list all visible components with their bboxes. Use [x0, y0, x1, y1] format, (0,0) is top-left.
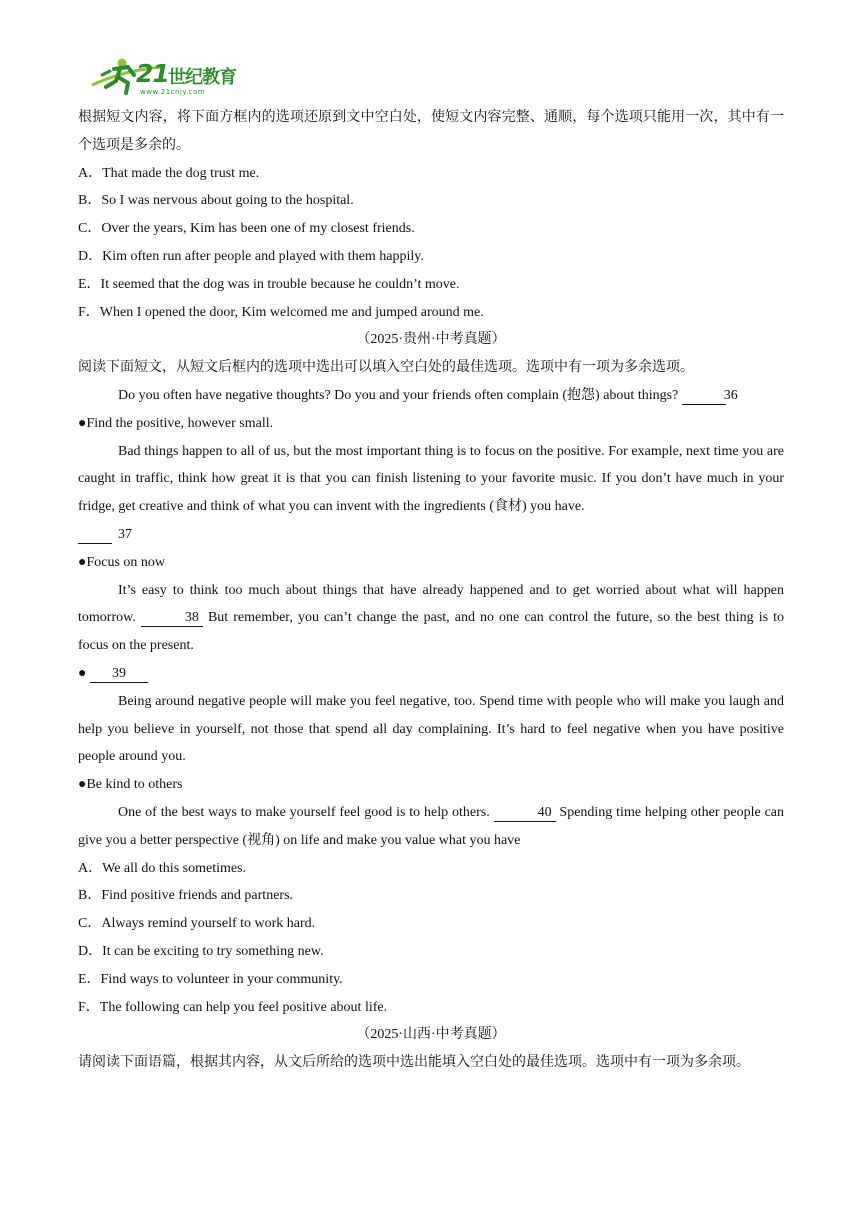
section2-options — [78, 855, 784, 1022]
option-f: F．When I opened the door, Kim welcomed me and jumped around me. — [78, 304, 484, 320]
blank-36[interactable]: 36 — [682, 388, 726, 405]
bullet: ● — [78, 665, 87, 681]
section1-instruction: 根据短文内容，将下面方框内的选项还原到文中空白处，使短文内容完整、通顺，每个选项只能用一次，其中有一个选项是多余的。 — [78, 110, 784, 153]
paragraph-1 — [78, 382, 784, 410]
section3-instruction: 请阅读下面语篇，根据其内容，从文后所给的选项中选出能填入空白处的最佳选项。选项中有一项为多余项。 — [78, 1055, 750, 1071]
option-f: F．The following can help you feel positive about life. — [78, 999, 388, 1015]
paragraph-3 — [78, 577, 784, 660]
blank-37[interactable]: 37 — [78, 527, 112, 544]
paragraph-3-text-a: It’s easy to think too much about things that have already happened and to get worried about what will happen tomorrow. — [78, 582, 784, 626]
paragraph-5-text-b: Spending time helping other people can give you a better perspective (视角) on life and make you value what you have — [78, 804, 784, 848]
paragraph-2 — [78, 438, 784, 549]
blank-40[interactable]: 40 — [494, 805, 556, 822]
heading-be-kind: ●Be kind to others — [78, 777, 183, 793]
logo-url: www.21cnjy.com — [140, 88, 206, 96]
section1-options — [78, 160, 784, 327]
paragraph-5-text-a: One of the best ways to make yourself feel good is to help others. — [118, 804, 490, 820]
option-d: D．It can be exciting to try something new. — [78, 943, 324, 959]
document-body — [78, 104, 784, 1077]
option-a: A．We all do this sometimes. — [78, 860, 247, 876]
section3-source: （2025·山西·中考真题） — [356, 1027, 506, 1043]
option-e: E．It seemed that the dog was in trouble because he couldn’t move. — [78, 276, 460, 292]
option-b: B．Find positive friends and partners. — [78, 888, 294, 904]
option-b: B．So I was nervous about going to the hospital. — [78, 193, 354, 209]
heading-blank-39 — [78, 660, 784, 688]
section2-source: （2025·贵州·中考真题） — [356, 332, 506, 348]
option-a: A．That made the dog trust me. — [78, 165, 260, 181]
brand-logo — [84, 55, 254, 101]
blank-38[interactable]: 38 — [141, 610, 203, 627]
option-e: E．Find ways to volunteer in your community. — [78, 971, 343, 987]
heading-focus-now: ●Focus on now — [78, 554, 166, 570]
section2-instruction: 阅读下面短文，从短文后框内的选项中选出可以填入空白处的最佳选项。选项中有一项为多余选项。 — [78, 360, 694, 376]
option-c: C．Over the years, Kim has been one of my closest friends. — [78, 221, 415, 237]
option-d: D．Kim often run after people and played with them happily. — [78, 248, 424, 264]
paragraph-1-text: Do you often have negative thoughts? Do you and your friends often complain (抱怨) about things? — [118, 387, 679, 403]
logo-brand: 世纪教育 — [168, 67, 236, 88]
paragraph-2-text: Bad things happen to all of us, but the most important thing is to focus on the positive. For example, next time you are caught in traffic, think how great it is that you can finish listening to your favorite music. If you don’t have much in your fridge, get creative and think of what you can invent with the ingredients (食材) you have. — [78, 443, 784, 515]
paragraph-4: Being around negative people will make you feel negative, too. Spend time with people who will make you laugh and help you believe in yourself, not those that spend all day complaining. It’s hard to feel negative when you have positive people around you. — [78, 693, 784, 765]
option-c: C．Always remind yourself to work hard. — [78, 916, 316, 932]
logo-number: 21 — [136, 59, 169, 88]
paragraph-3-text-b: But remember, you can’t change the past, and no one can control the future, so the best thing is to focus on the present. — [78, 610, 785, 654]
paragraph-5 — [78, 799, 784, 855]
heading-find-positive: ●Find the positive, however small. — [78, 415, 274, 431]
blank-39[interactable]: 39 — [90, 666, 148, 683]
